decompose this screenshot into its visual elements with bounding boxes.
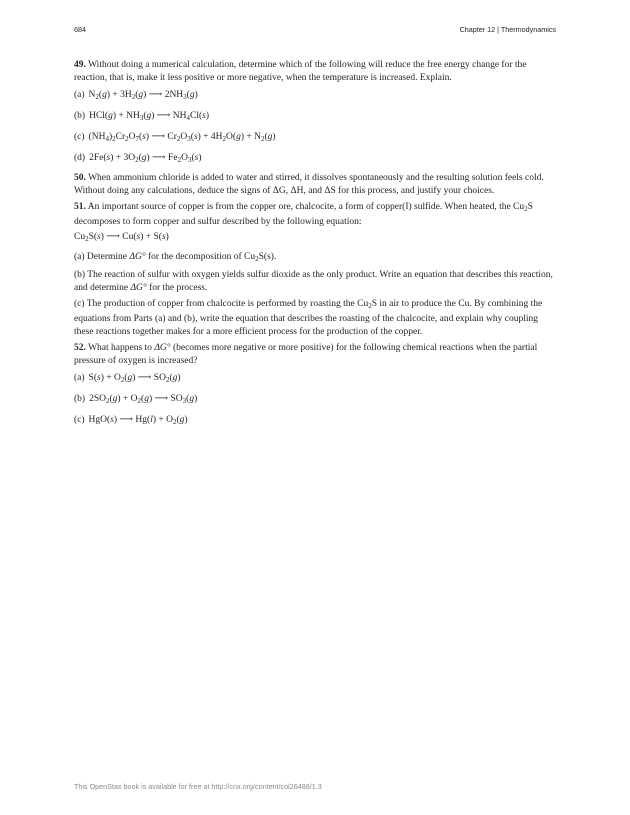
equation-49c: (c) $(NH_4)_2Cr_2O_7(s)$ ⟶ $Cr_2O_3(s) + 4H_2O(g) + N_2(g)$ bbox=[74, 132, 276, 144]
question-number: 50. bbox=[74, 173, 86, 184]
question-text: When ammonium chloride is added to water and stirred, it dissolves spontaneously and the resulting solution feels cold. Without doing any calculations, deduce the signs of ΔG, ΔH, and ΔS for this process, and justify your choices. bbox=[74, 173, 544, 196]
delta-g-symbol: ΔG° bbox=[130, 282, 147, 293]
question-49 bbox=[74, 59, 558, 84]
equation-49d: (d) $2Fe(s) + 3O_2(g)$ ⟶ $Fe_2O_3(s)$ bbox=[74, 153, 202, 165]
equation-51: $Cu_2S(s)$ ⟶ Cu(s) + S(s) bbox=[74, 231, 169, 243]
question-number: 52. bbox=[74, 343, 86, 354]
page-content bbox=[74, 59, 558, 434]
question-50 bbox=[74, 172, 558, 197]
question-51c: (c) The production of copper from chalcocite is performed by roasting the $Cu_2S$ in air to produce the Cu. By combining the equations from Parts (a) and (b), write the equation that describes the roasting of the chalcocite, and explain why coupling these reactions together makes for a more efficient process for the production of the copper. bbox=[74, 299, 543, 337]
page-number: 684 bbox=[74, 25, 86, 34]
equation-52c: (c) HgO(s) ⟶ $Hg(l) + O_2(g)$ bbox=[74, 415, 188, 427]
question-51: 51. An important source of copper is from the copper ore, chalcocite, a form of copper(I) sulfide. When heated, the $Cu_2S$ decomposes to form copper and sulfur described by the following equation: bbox=[74, 202, 533, 227]
question-51a: (a) Determine ΔG° for the decomposition of $Cu_2S(s)$. bbox=[74, 251, 277, 263]
equation-49a: (a) $N_2(g) + 3H_2(g)$ ⟶ $2NH_3(g)$ bbox=[74, 90, 198, 102]
question-text: Without doing a numerical calculation, determine which of the following will reduce the free energy change for the reaction, that is, make it less positive or more negative, when the temperature is increased. Explain. bbox=[74, 60, 527, 83]
equation-52b: (b) $2SO_2(g) + O_2(g)$ ⟶ $SO_3(g)$ bbox=[74, 394, 198, 406]
question-number: 51. bbox=[74, 202, 86, 213]
footer-note: This OpenStax book is available for free at http://cnx.org/content/col26488/1.3 bbox=[74, 782, 322, 791]
delta-g-symbol: ΔG° bbox=[129, 251, 146, 262]
question-51b: (b) The reaction of sulfur with oxygen yields sulfur dioxide as the only product. Write an equation that describes this reaction, and determine ΔG° for the process. bbox=[74, 270, 553, 293]
delta-g-symbol: ΔG° bbox=[154, 343, 171, 354]
chapter-title: Chapter 12 | Thermodynamics bbox=[459, 25, 556, 34]
question-number: 49. bbox=[74, 60, 86, 70]
equation-52a: (a) $S(s) + O_2(g)$ ⟶ $SO_2(g)$ bbox=[74, 373, 181, 385]
equation-49b: (b) $HCl(g) + NH_3(g)$ ⟶ $NH_4Cl(s)$ bbox=[74, 111, 210, 123]
question-52: 52. What happens to ΔG° (becomes more negative or more positive) for the following chemical reactions when the partial pressure of oxygen is increased? bbox=[74, 343, 538, 366]
